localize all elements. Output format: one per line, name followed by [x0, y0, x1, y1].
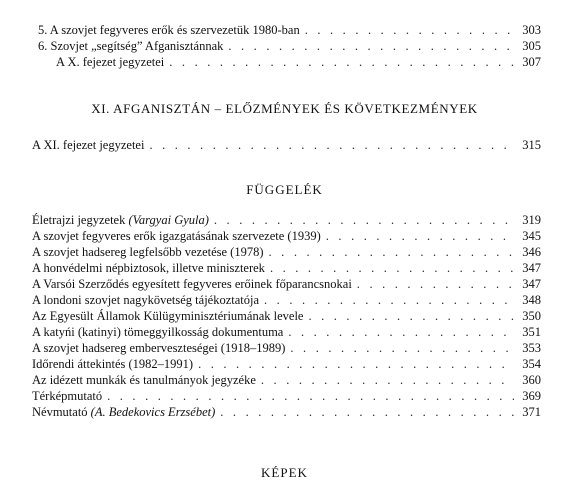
toc-entry [32, 245, 541, 259]
leader-dots [270, 261, 514, 275]
toc-entry-author: (A. Bedekovics Erzsébet) [90, 405, 216, 419]
toc-entry-label: A XI. fejezet jegyzetei [32, 138, 145, 152]
leader-dots [107, 389, 514, 403]
toc-entry-page: 305 [522, 39, 541, 53]
toc-entry-label: A szovjet hadsereg legfelsőbb vezetése (1978) [32, 245, 264, 259]
appendix-heading: FÜGGELÉK [246, 182, 323, 197]
toc-entry-page: 346 [522, 245, 541, 259]
toc-entry-page: 354 [522, 357, 541, 371]
toc-entry-label: Időrendi áttekintés (1982–1991) [32, 357, 194, 371]
toc-entry-label: A londoni szovjet nagykövetség tájékoztatója [32, 293, 260, 307]
toc-entry-page: 360 [522, 373, 541, 387]
toc-entry-page: 347 [522, 277, 541, 291]
leader-dots [264, 293, 514, 307]
toc-entry-page: 369 [522, 389, 541, 403]
toc-entry-label: 6. Szovjet „segítség” Afganisztánnak [38, 39, 224, 53]
toc-entry-label: A Varsói Szerződés egyesített fegyveres erőinek főparancsnokai [32, 277, 352, 291]
toc-entry-page: 371 [522, 405, 541, 419]
toc-entry-label: A X. fejezet jegyzetei [56, 55, 165, 69]
leader-dots [169, 55, 514, 69]
toc-entry-label: A szovjet fegyveres erők igazgatásának szervezete (1939) [32, 229, 321, 243]
chapter-heading: XI. AFGANISZTÁN – ELŐZMÉNYEK ÉS KÖVETKEZMÉNYEK [91, 101, 478, 116]
toc-entry-page: 350 [522, 309, 541, 323]
toc-entry [32, 405, 541, 419]
toc-entry-author: (Vargyai Gyula) [128, 213, 209, 227]
leader-dots [214, 213, 514, 227]
toc-entry [32, 341, 541, 355]
toc-entry-label: A szovjet hadsereg emberveszteségei (1918–1989) [32, 341, 286, 355]
leader-dots [261, 373, 514, 387]
toc-entry [32, 261, 541, 275]
toc-entry [32, 357, 541, 371]
toc-entry [32, 309, 541, 323]
toc-entry-page: 303 [522, 23, 541, 37]
toc-entry-top-2 [38, 39, 541, 53]
toc-entry-page: 307 [522, 55, 541, 69]
leader-dots [220, 405, 514, 419]
toc-entry [32, 229, 541, 243]
toc-entry-label: Térképmutató [32, 389, 103, 403]
toc-entry-page: 353 [522, 341, 541, 355]
leader-dots [305, 23, 514, 37]
leader-dots [326, 229, 514, 243]
leader-dots [269, 245, 514, 259]
toc-entry-chapter11-notes [32, 138, 541, 152]
toc-entry-page: 315 [522, 138, 541, 152]
toc-entry-label: A honvédelmi népbiztosok, illetve miniszterek [32, 261, 265, 275]
toc-entry-label: Az Egyesült Államok Külügyminisztériumának levele [32, 309, 304, 323]
toc-entry [32, 389, 541, 403]
toc-entry-top-3 [56, 55, 541, 69]
toc-entry-label: Életrajzi jegyzetek (Vargyai Gyula) [32, 213, 209, 227]
leader-dots [308, 309, 514, 323]
toc-entry-top-1 [38, 23, 541, 37]
toc-entry [32, 213, 541, 227]
toc-entry [32, 277, 541, 291]
toc-entry [32, 293, 541, 307]
toc-entry-page: 348 [522, 293, 541, 307]
leader-dots [357, 277, 514, 291]
toc-entry-label: A katyńi (katinyi) tömeggyilkosság dokumentuma [32, 325, 284, 339]
toc-entry-page: 319 [522, 213, 541, 227]
leader-dots [288, 325, 514, 339]
leader-dots [290, 341, 514, 355]
toc-entry-label: 5. A szovjet fegyveres erők és szervezetük 1980-ban [38, 23, 300, 37]
toc-entry-page: 345 [522, 229, 541, 243]
toc-entry-label: Az idézett munkák és tanulmányok jegyzéke [32, 373, 256, 387]
leader-dots [149, 138, 514, 152]
leader-dots [228, 39, 514, 53]
toc-entry [32, 373, 541, 387]
toc-entry-page: 347 [522, 261, 541, 275]
toc-entry-label: Névmutató (A. Bedekovics Erzsébet) [32, 405, 216, 419]
images-heading: KÉPEK [261, 465, 308, 480]
toc-entry [32, 325, 541, 339]
leader-dots [198, 357, 514, 371]
toc-entry-page: 351 [522, 325, 541, 339]
